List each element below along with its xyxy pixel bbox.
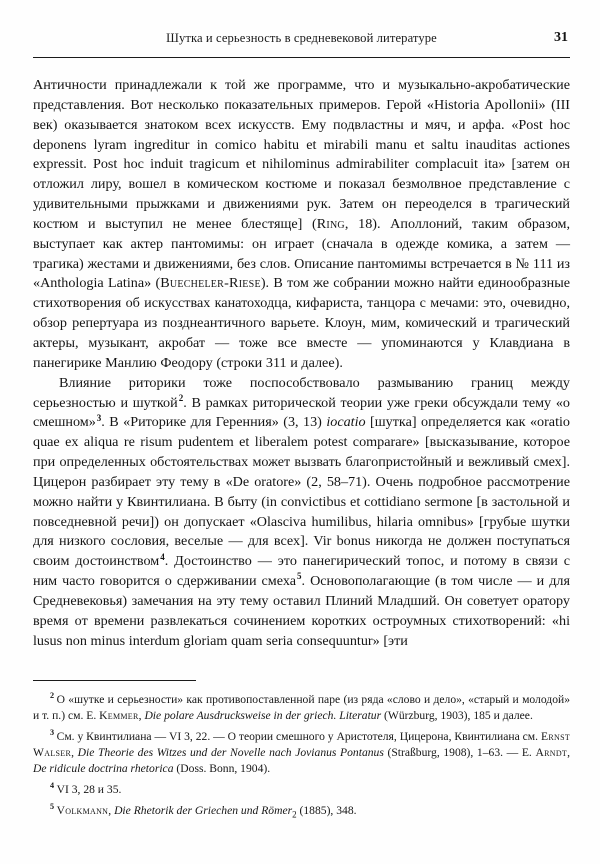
footnotes-block	[33, 692, 570, 823]
paragraph-rhetoric: Влияние риторики тоже поспособствовало размыванию границ между серьезностью и шуткой$^2$. В рамках риторической теории уже греки обсуждали тему «о смешном»$^3$. В «Риторике для Геренния» (3, 13) iocatio [шутка] определяется как «oratio quae ex aliqua re risum pudentem et liberalem potest comparare» [высказывание, которое при определенных обстоятельствах может вызвать благопристойный и вежливый смех]. Цицерон разбирает эту тему в «De oratore» (2, 58–71). Очень подробное рассмотрение можно найти у Квинтилиана. В быту (in convictibus et cottidiano sermone [в застольной и повседневной речи]) он допускает «Olasciva humilibus, hilaria omnibus» [грубые шутки для низкого сословия, веселые — для всех]. Vir bonus никогда не должен поступаться своим достоинством$^4$. Достоинство — это панегирический топос, и потому в связи с ним часто говорится о сдерживании смеха$^5$. Основополагающие (в том числе — и для Средневековья) замечания на эту тему оставил Плиний Младший. Он советует оратору время от времени развлекаться сочинением коротких остроумных стихотворений: «hi lusus non minus interdum gloriam quam seria consequuntur» [эти	[33, 374, 570, 649]
latin-quotation-post-hoc: Post hoc deponens lyram ingreditur in comico habitu et mirabili manu et saltu inauditas actiones expressit. Post hoc induit tragicum et nihilominus admirabiliter complacuit ita	[33, 116, 570, 173]
paragraph-antiquity	[33, 76, 570, 374]
footnote-separator-rule	[33, 680, 196, 681]
footnote-marker: 4	[50, 781, 55, 791]
text-run: ). В том же собрании можно найти единообразные стихотворения об искусствах канатоходца, кифариста, танцора с мечами: это, очевидно, обзор репертуара из позднеантичного варьете. Клоун, мим, комический и трагический актеры, музыкант, акробат — тоже все вместе — упоминаются у Клавдиана в панегирике Манлию Феодору (строки 311 и далее).	[33, 275, 571, 371]
footnote-2: $^2$ О «шутке и серьезности» как противопоставленной паре (из ряда «слово и дело», «старый и молодой» и т. п.) см. Е. Kemmer, Die polare Ausdrucksweise in der griech. Literatur (Würzburg, 1903), 185 и далее.	[33, 691, 570, 723]
footnote-author: Volkmann	[56, 803, 109, 817]
work-title-historia-apollonii: Historia Apollonii	[434, 96, 539, 113]
footnote-title-secondary: De ridicule doctrina rhetorica	[33, 762, 174, 776]
citation-ring: Ring	[316, 215, 345, 232]
running-head-title: Шутка и серьезность в средневековой литературе	[166, 31, 437, 45]
body-text-block	[33, 76, 570, 651]
footnote-title: Die Theorie des Witzes und der Novelle nach Jovianus Pontanus	[77, 746, 384, 760]
edition-number: 2	[292, 809, 297, 820]
footnote-marker: 5	[50, 801, 55, 811]
footnote-marker: 3	[50, 728, 55, 738]
footnote-author-secondary: Arndt	[535, 746, 568, 760]
text-run: » (III век) оказывается знатоком всех искусств. Ему подвластны и мяч, и арфа. «	[33, 96, 571, 133]
text-run: Античности принадлежали к той же программе, что и музыкально-акробатические представления. Вот несколько показательных примеров. Герой «	[33, 77, 570, 113]
text-run: , 18). Аполлоний, таким образом, выступает как актер пантомимы: он играет (сначала в одежде комика, а затем — трагика) жестами и движениями, без слов. Описание пантомимы встречается в № 111 из «Anthologia Latina» (	[33, 215, 570, 292]
footnote-imprint: (Würzburg, 1903), 185 и далее.	[384, 709, 533, 723]
footnote-ref-5[interactable]: 5	[297, 571, 302, 582]
page-number: 31	[554, 30, 568, 45]
term-iocatio: iocatio	[326, 414, 366, 431]
footnote-author: Ernst Walser	[33, 729, 570, 760]
footnote-imprint: (1885), 348.	[299, 803, 357, 817]
citation-buecheler-riese: Buecheler-Riese	[160, 275, 261, 292]
footnote-text: VI 3, 28 и 35.	[56, 783, 122, 797]
footnote-3: $^3$ См. у Квинтилиана — VI 3, 22. — О теории смешного у Аристотеля, Цицерона, Квинтилиана см. Ernst Walser, Die Theorie des Witzes und der Novelle nach Jovianus Pontanus (Straßburg, 1908), 1–63. — E. Arndt, De ridicule doctrina rhetorica (Doss. Bonn, 1904).	[33, 728, 570, 776]
footnote-ref-4[interactable]: 4	[160, 551, 165, 562]
text-run: » [затем он отложил лиру, вошел в комическом костюме и показал безмолвное представление с удивительными прыжками и движениями рук. Затем он переоделся в трагический костюм и выступил не менее блестяще] (	[33, 156, 570, 232]
footnote-marker: 2	[50, 691, 55, 701]
footnote-ref-3[interactable]: 3	[96, 412, 102, 423]
footnote-title: Die polare Ausdrucksweise in der griech. Literatur	[144, 709, 382, 723]
running-head	[33, 28, 570, 58]
footnote-4	[33, 782, 570, 798]
footnote-author: Kemmer	[99, 709, 139, 723]
footnote-ref-2[interactable]: 2	[178, 392, 184, 403]
footnote-title: Die Rhetorik der Griechen und Römer	[114, 803, 293, 817]
footnote-5: $^5$ Volkmann, Die Rhetorik der Griechen und Römer$_2$ (1885), 348.	[50, 801, 357, 820]
